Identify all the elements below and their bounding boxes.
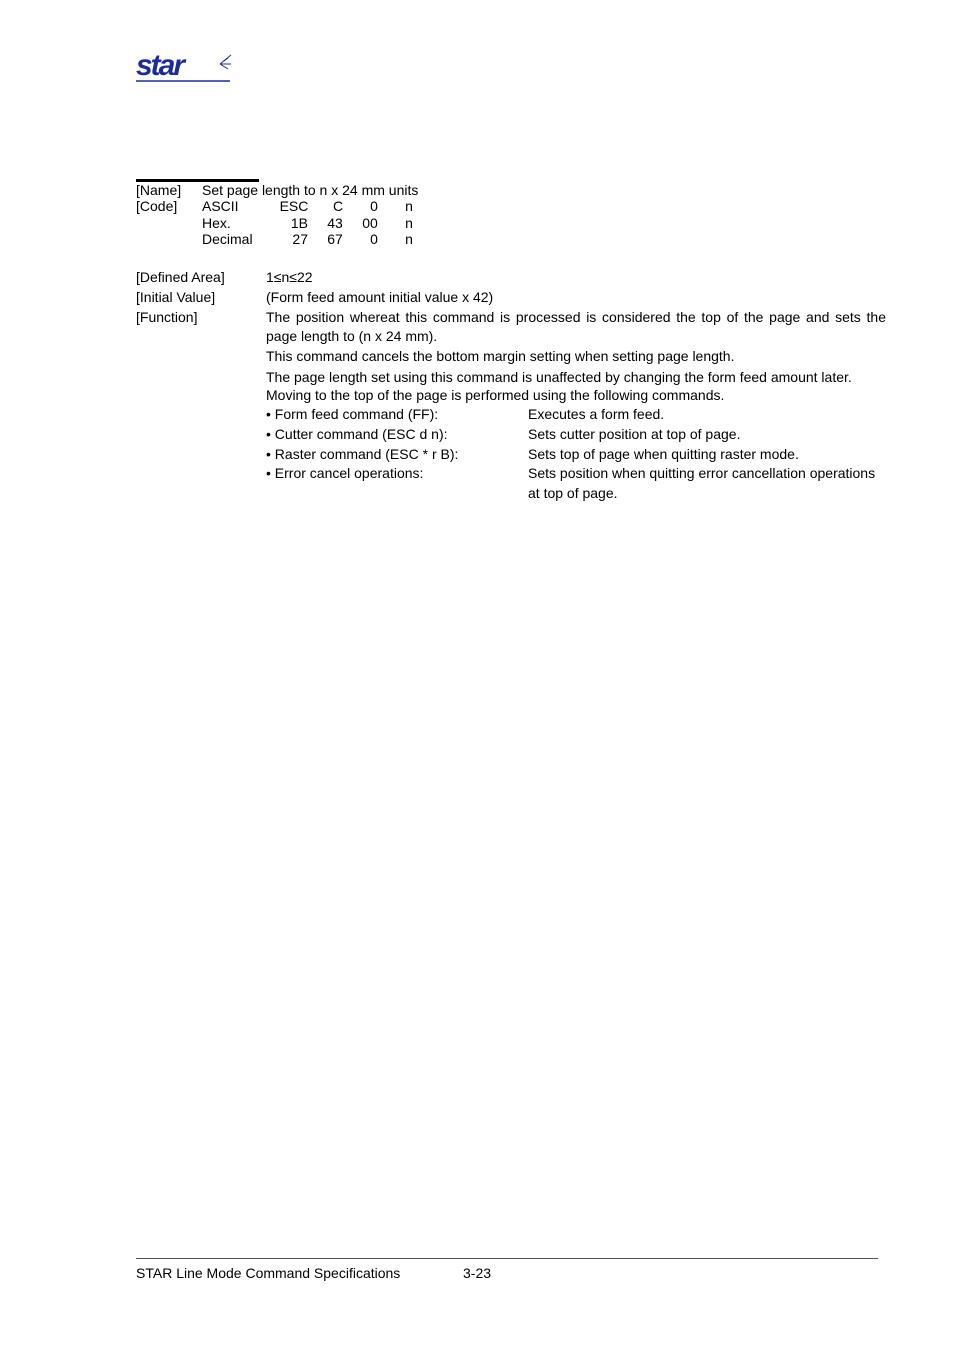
function-label: [Function] [136, 309, 198, 325]
code-cell: 0 [370, 231, 378, 247]
star-logo [136, 52, 232, 84]
bullet-command: • Raster command (ESC * r B): [266, 446, 459, 462]
code-cell: 0 [370, 198, 378, 214]
code-row-label: Decimal [202, 231, 253, 247]
code-cell: n [405, 215, 413, 231]
defined-area-label: [Defined Area] [136, 269, 225, 285]
bullet-command: • Form feed command (FF): [266, 406, 439, 422]
code-cell: C [332, 198, 344, 214]
logo-star-icon [220, 55, 231, 69]
initial-value-value: (Form feed amount initial value x 42) [266, 289, 494, 305]
bullet-description: Executes a form feed. [528, 406, 665, 422]
code-cell: 1B [290, 215, 308, 231]
initial-value-label: [Initial Value] [136, 289, 216, 305]
code-cell: 43 [327, 215, 343, 231]
name-label: [Name] [136, 182, 182, 198]
bullet-description: Sets position when quitting error cancellation operations [528, 465, 876, 481]
bullet-description: Sets cutter position at top of page. [528, 426, 741, 442]
logo-wordmark: star [136, 52, 184, 82]
footer-page-number: 3-23 [463, 1265, 492, 1281]
function-line: page length to (n x 24 mm). [266, 328, 438, 344]
code-cell: ESC [279, 198, 309, 214]
function-line: This command cancels the bottom margin setting when setting page length. [266, 348, 735, 364]
code-label: [Code] [136, 198, 178, 214]
code-cell: 00 [362, 215, 378, 231]
code-cell: n [405, 198, 413, 214]
bullet-description: Sets top of page when quitting raster mode. [528, 446, 799, 462]
code-row-label: Hex. [202, 215, 231, 231]
code-cell: n [405, 231, 413, 247]
bullet-command: • Error cancel operations: [266, 465, 424, 481]
code-row-label: ASCII [202, 198, 239, 214]
function-line: The page length set using this command is unaffected by changing the form feed amount later. [266, 369, 852, 385]
footer-title: STAR Line Mode Command Specifications [136, 1265, 401, 1281]
defined-area-value: 1≤n≤22 [266, 269, 313, 285]
code-cell: 67 [327, 231, 343, 247]
code-cell: 27 [292, 231, 308, 247]
bullet-command: • Cutter command (ESC d n): [266, 426, 448, 442]
function-line: The position whereat this command is processed is considered the top of the page and sets the [266, 309, 886, 325]
footer-rule [136, 1258, 878, 1259]
bullet-description: at top of page. [528, 485, 618, 501]
function-line: Moving to the top of the page is performed using the following commands. [266, 387, 725, 403]
name-value: Set page length to n x 24 mm units [202, 182, 419, 198]
